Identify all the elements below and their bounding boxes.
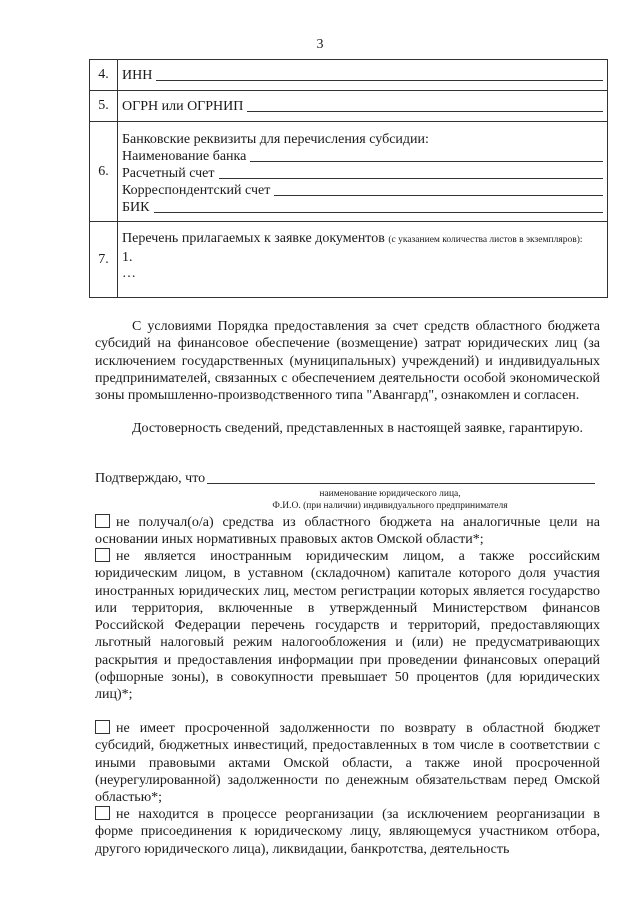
documents-heading-text: Перечень прилагаемых к заявке документов: [122, 231, 385, 246]
settlement-account-field[interactable]: [122, 165, 603, 182]
inn-label: ИНН: [122, 67, 153, 83]
documents-item[interactable]: …: [122, 266, 136, 281]
condition-text: не является иностранным юридическим лицом, а также российским юридическим лицом, в уставном (складочном) капитале которого доля участия иностранных юридических лиц, местом регистрации которых является государство или территория, включенные в утвержденный Министерством финансов Российской Федерации перечень государств и территорий, предоставляющих льготный налоговый режим налогообложения и (или) не предусматривающих раскрытия и предоставления информации при проведении финансовых операций (офшорные зоны), в совокупности превышает 50 процентов (для юридических лиц)*;: [95, 549, 600, 703]
correspondent-account-field[interactable]: [122, 182, 603, 199]
confirm-field[interactable]: [95, 471, 595, 487]
documents-note: (с указанием количества листов в экземпляров):: [388, 235, 583, 245]
documents-item[interactable]: 1.: [122, 250, 133, 265]
inn-underline: [156, 80, 603, 81]
condition-checkbox[interactable]: [95, 548, 110, 562]
ogrn-field[interactable]: [122, 98, 603, 115]
bik-label: БИК: [122, 200, 150, 215]
table-row: [90, 122, 608, 222]
documents-heading: [122, 230, 603, 249]
table-row: [90, 60, 608, 91]
row-number: 6.: [90, 122, 118, 222]
confirm-caption-line1: наименование юридического лица,: [319, 489, 461, 499]
table-row: [90, 222, 608, 298]
condition-item: [95, 720, 600, 806]
row-number: 7.: [90, 222, 118, 298]
condition-item: [95, 806, 600, 858]
confirm-underline: [207, 483, 595, 484]
bik-field[interactable]: [122, 199, 603, 216]
confirm-caption-line2: Ф.И.О. (при наличии) индивидуального предпринимателя: [272, 501, 508, 511]
row-number: 4.: [90, 60, 118, 91]
settlement-account-label: Расчетный счет: [122, 166, 215, 181]
bank-name-label: Наименование банка: [122, 149, 247, 164]
ogrn-label: ОГРН или ОГРНИП: [122, 98, 244, 114]
condition-text: не имеет просроченной задолженности по возврату в областной бюджет субсидий, бюджетных инвестиций, предоставленных в том числе в соответствии с иными правовыми актами Омской области, а также иной просроченной (неурегулированной) задолженности по денежным обязательствам перед Омской областью*;: [95, 721, 600, 806]
bank-name-field[interactable]: [122, 148, 603, 165]
condition-item: [95, 548, 600, 704]
table-row: [90, 91, 608, 122]
bank-details-heading: Банковские реквизиты для перечисления субсидии:: [122, 132, 429, 147]
condition-item: [95, 514, 600, 549]
ogrn-underline: [247, 111, 603, 112]
reliability-paragraph: Достоверность сведений, представленных в настоящей заявке, гарантирую.: [132, 421, 583, 436]
page-number: 3: [316, 37, 324, 52]
correspondent-account-label: Корреспондентский счет: [122, 183, 271, 198]
condition-text: не находится в процессе реорганизации (за исключением реорганизации в форме присоединения к юридическому лицу, являющемуся участником отбора, другого юридического лица), ликвидации, банкротства, деятельность: [95, 807, 600, 857]
confirm-label: Подтверждаю, что: [95, 471, 206, 486]
application-table: [89, 59, 608, 298]
condition-checkbox[interactable]: [95, 720, 110, 734]
condition-checkbox[interactable]: [95, 806, 110, 820]
inn-field[interactable]: [122, 67, 603, 84]
conditions-paragraph: С условиями Порядка предоставления за счет средств областного бюджета субсидий на финансовое обеспечение (возмещение) затрат юридических лиц (за исключением государственных (муниципальных) учреждений) и индивидуальных предпринимателей, связанных с обеспечением деятельности особой экономической зоны промышленно-производственного типа "Авангард", ознакомлен и согласен.: [95, 319, 600, 404]
row-number: 5.: [90, 91, 118, 122]
condition-checkbox[interactable]: [95, 514, 110, 528]
condition-text: не получал(о/а) средства из областного бюджета на аналогичные цели на основании иных нормативных правовых актов Омской области*;: [95, 515, 600, 548]
